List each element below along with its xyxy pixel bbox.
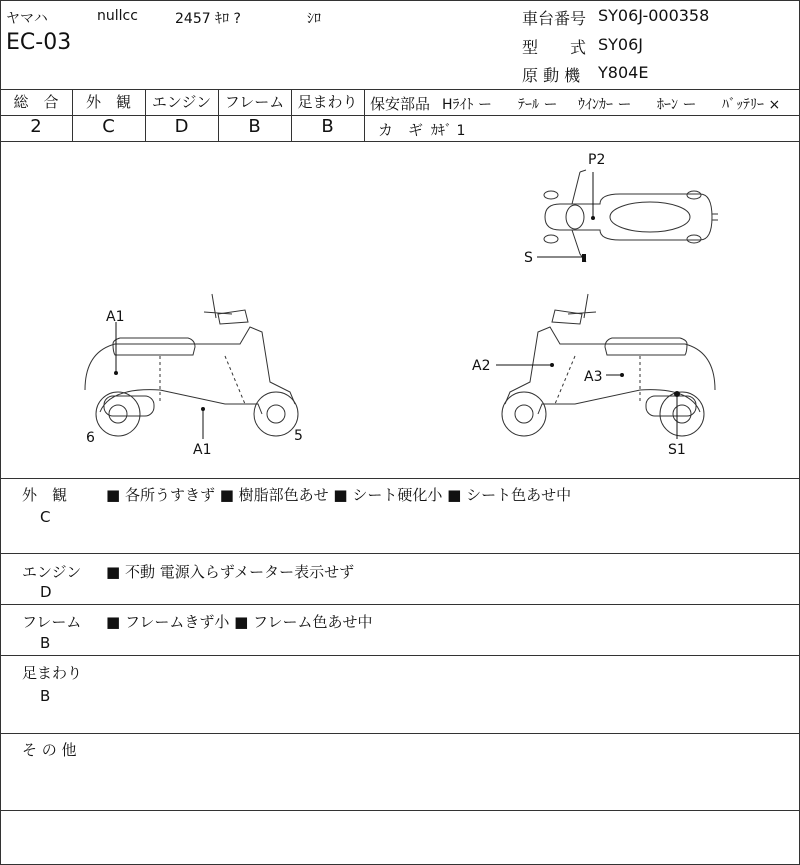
divider (0, 604, 800, 605)
type-label: 型 式 (522, 38, 587, 57)
label-a3: A3 (584, 369, 603, 385)
scooter-damage-diagram (0, 142, 800, 478)
divider (0, 478, 800, 479)
grade-value-exterior: C (102, 116, 115, 137)
condition-grade-exterior: C (40, 508, 51, 526)
condition-label-frame: フレーム (22, 613, 82, 631)
divider (0, 553, 800, 554)
condition-label-exterior: 外 観 (22, 486, 68, 504)
divider (0, 733, 800, 734)
label-a2: A2 (472, 358, 491, 374)
engine-value: Y804E (598, 63, 649, 82)
label-5: 5 (294, 428, 303, 444)
divider (364, 115, 800, 116)
grade-value-engine: D (174, 116, 189, 137)
condition-label-suspension: 足まわり (22, 664, 83, 682)
scooter-top-view (544, 170, 718, 262)
displacement: nullcc (97, 8, 138, 24)
label-p2: P2 (588, 152, 606, 168)
safety-item-tail: ﾃｰﾙ ー (518, 97, 558, 113)
safety-item-winker: ｳｲﾝｶｰ ー (578, 97, 632, 113)
condition-grade-frame: B (40, 634, 51, 652)
grade-value-overall: 2 (30, 116, 42, 137)
safety-item-horn: ﾎｰﾝ ー (657, 97, 697, 113)
condition-grade-engine: D (40, 583, 52, 601)
label-s: S (524, 250, 533, 266)
safety-item-headlight: Hﾗｲﾄ ー (442, 97, 492, 113)
condition-text-exterior: ■ 各所うすきず ■ 樹脂部色あせ ■ シート硬化小 ■ シート色あせ中 (106, 486, 572, 504)
maker: ヤマハ (6, 11, 48, 27)
grade-value-frame: B (248, 116, 261, 137)
key-label: カ ギ (378, 121, 424, 139)
grade-label-frame: フレーム (224, 93, 285, 111)
condition-text-engine: ■ 不動 電源入らずメーター表示せず (106, 563, 355, 581)
divider (0, 89, 800, 90)
condition-text-frame: ■ フレームきず小 ■ フレーム色あせ中 (106, 613, 373, 631)
type-value: SY06J (598, 35, 644, 54)
safety-label: 保安部品 (370, 95, 431, 113)
label-6: 6 (86, 430, 95, 446)
condition-grade-suspension: B (40, 687, 51, 705)
model-name: EC-03 (6, 30, 72, 55)
divider (0, 810, 800, 811)
divider (0, 655, 800, 656)
grade-label-suspension: 足まわり (297, 93, 358, 111)
grade-label-overall: 総 合 (13, 93, 59, 111)
grade-label-exterior: 外 観 (85, 93, 131, 111)
color: ｼﾛ (307, 11, 321, 27)
mileage: 2457 ｷﾛ ? (175, 11, 241, 27)
label-a1-top: A1 (106, 309, 125, 325)
grade-label-engine: エンジン (151, 93, 212, 111)
key-value: ｶｷﾞ 1 (431, 123, 466, 139)
condition-label-engine: エンジン (22, 563, 82, 581)
chassis-label: 車台番号 (522, 9, 587, 28)
label-s1: S1 (668, 442, 686, 458)
safety-item-battery: ﾊﾞｯﾃﾘｰ × (722, 97, 781, 113)
grade-value-suspension: B (321, 116, 334, 137)
chassis-number: SY06J-000358 (598, 6, 710, 25)
engine-label: 原 動 機 (522, 66, 581, 85)
condition-label-other: そ の 他 (22, 741, 77, 759)
label-a1-bottom: A1 (193, 442, 212, 458)
